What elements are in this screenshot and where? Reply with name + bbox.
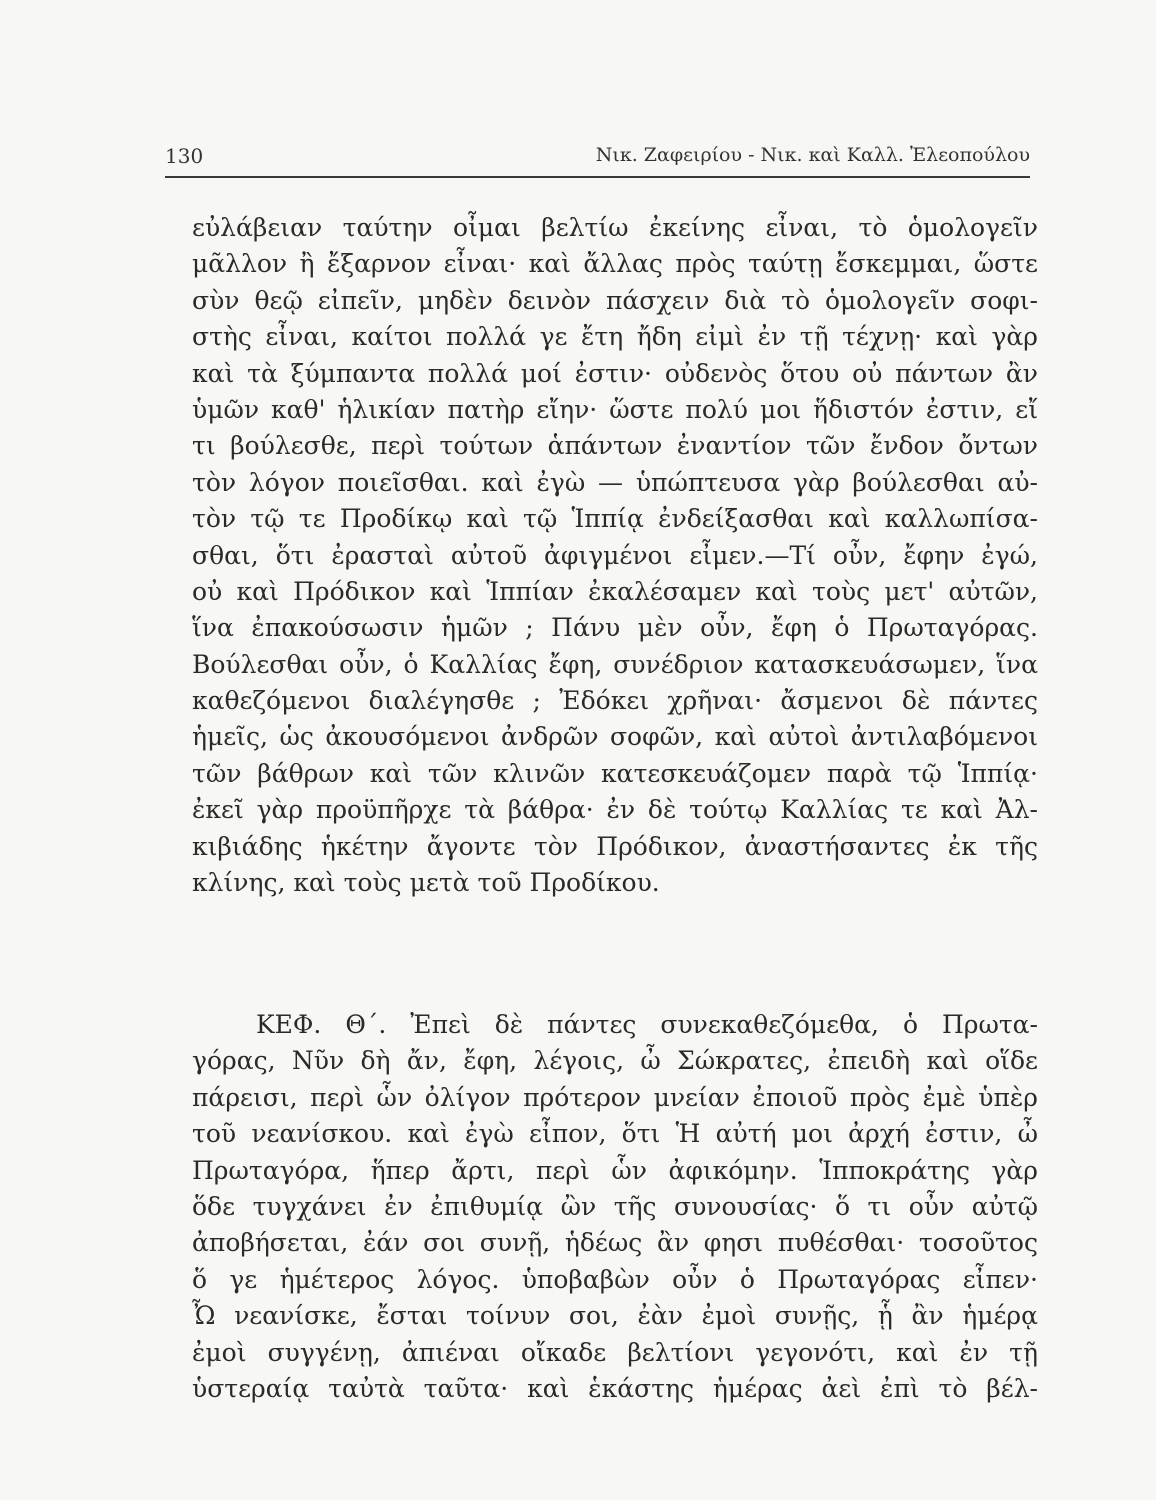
page-header (165, 140, 1030, 180)
text-line: ὑμῶν καθ' ἡλικίαν πατὴρ εἴην· ὥστε πολύ μοι ἥδιστόν ἐστιν, εἴ (192, 394, 1038, 424)
text-line: ἵνα ἐπακούσωσιν ἡμῶν ; Πάνυ μὲν οὖν, ἔφη ὁ Πρωταγόρας. (192, 613, 1038, 643)
text-line: ὅδε τυγχάνει ἐν ἐπιθυμίᾳ ὢν τῆς συνουσίας· ὅ τι οὖν αὐτῷ (192, 1191, 1038, 1221)
text-line: ὅ γε ἡμέτερος λόγος. ὑποβαβὼν οὖν ὁ Πρωταγόρας εἶπεν· (192, 1264, 1038, 1294)
text-line: μᾶλλον ἢ ἔξαρνον εἶναι· καὶ ἄλλας πρὸς ταύτῃ ἔσκεμμαι, ὥστε (192, 249, 1038, 279)
text-line: εὐλάβειαν ταύτην οἶμαι βελτίω ἐκείνης εἶναι, τὸ ὁμολογεῖν (192, 213, 1038, 242)
text-line: Πρωταγόρα, ἥπερ ἄρτι, περὶ ὧν ἀφικόμην. Ἱπποκράτης γὰρ (192, 1155, 1038, 1185)
text-line: τὸν λόγον ποιεῖσθαι. καὶ ἐγὼ — ὑπώπτευσα γὰρ βούλεσθαι αὐ- (192, 467, 1038, 497)
text-line: Ὦ νεανίσκε, ἔσται τοίνυν σοι, ἐὰν ἐμοὶ συνῇς, ᾗ ἂν ἡμέρᾳ (192, 1301, 1038, 1331)
text-line: σθαι, ὅτι ἐρασταὶ αὐτοῦ ἀφιγμένοι εἶμεν.—Τί οὖν, ἔφην ἐγώ, (192, 540, 1038, 570)
chapter-label: ΚΕΦ. Θ΄. (256, 1010, 387, 1039)
page-number: 130 (165, 144, 204, 168)
paragraph-1 (192, 210, 1038, 901)
text-line: στὴς εἶναι, καίτοι πολλά γε ἔτη ἤδη εἰμὶ ἐν τῇ τέχνῃ· καὶ γὰρ (192, 322, 1038, 352)
text-line: ἐκεῖ γὰρ προϋπῆρχε τὰ βάθρα· ἐν δὲ τούτῳ Καλλίας τε καὶ Ἀλ- (192, 795, 1038, 825)
text-line: σὺν θεῷ εἰπεῖν, μηδὲν δεινὸν πάσχειν διὰ τὸ ὁμολογεῖν σοφι- (192, 285, 1038, 315)
text-line: γόρας, Νῦν δὴ ἄν, ἔφη, λέγοις, ὦ Σώκρατες, ἐπειδὴ καὶ οἵδε (192, 1046, 1038, 1076)
text-line: κλίνης, καὶ τοὺς μετὰ τοῦ Προδίκου. (192, 868, 660, 898)
text-line: ἐμοὶ συγγένῃ, ἀπιέναι οἴκαδε βελτίονι γεγονότι, καὶ ἐν τῇ (192, 1337, 1038, 1367)
text-line: ἀποβήσεται, ἐάν σοι συνῇ, ἡδέως ἂν φησι πυθέσθαι· τοσοῦτος (192, 1228, 1038, 1258)
text-line: οὐ καὶ Πρόδικον καὶ Ἱππίαν ἐκαλέσαμεν καὶ τοὺς μετ' αὐτῶν, (192, 576, 1038, 606)
text-line: ὑστεραίᾳ ταὐτὰ ταῦτα· καὶ ἑκάστης ἡμέρας ἀεὶ ἐπὶ τὸ βέλ- (192, 1373, 1038, 1403)
text-line: τι βούλεσθε, περὶ τούτων ἁπάντων ἐναντίον τῶν ἔνδον ὄντων (192, 431, 1038, 461)
text-line: Βούλεσθαι οὖν, ὁ Καλλίας ἔφη, συνέδριον κατασκευάσωμεν, ἵνα (192, 649, 1038, 679)
text-line: κιβιάδης ἡκέτην ἄγοντε τὸν Πρόδικον, ἀναστήσαντες ἐκ τῆς (192, 831, 1038, 861)
text-line: πάρεισι, περὶ ὧν ὀλίγον πρότερον μνείαν ἐποιοῦ πρὸς ἐμὲ ὑπὲρ (192, 1082, 1038, 1112)
text-line: τῶν βάθρων καὶ τῶν κλινῶν κατεσκευάζομεν παρὰ τῷ Ἱππίᾳ· (192, 758, 1038, 788)
text-line: τοῦ νεανίσκου. καὶ ἐγὼ εἶπον, ὅτι Ἡ αὐτή μοι ἀρχή ἐστιν, ὦ (192, 1119, 1038, 1149)
text-line: καθεζόμενοι διαλέγησθε ; Ἐδόκει χρῆναι· ἄσμενοι δὲ πάντες (192, 686, 1038, 716)
chapter-section (192, 1007, 1038, 1407)
text-line: τὸν τῷ τε Προδίκῳ καὶ τῷ Ἱππίᾳ ἐνδείξασθαι καὶ καλλωπίσα- (192, 504, 1038, 534)
running-head: Νικ. Ζαφειρίου - Νικ. καὶ Καλλ. Ἐλεοπούλου (595, 144, 1030, 166)
text-line: ἡμεῖς, ὡς ἀκουσόμενοι ἀνδρῶν σοφῶν, καὶ αὐτοὶ ἀντιλαβόμενοι (192, 722, 1038, 752)
chapter-first-line-text: Ἐπεὶ δὲ πάντες συνεκαθεζόμεθα, ὁ Πρωτα- (410, 1010, 1038, 1039)
header-rule (165, 176, 1030, 178)
text-line: καὶ τὰ ξύμπαντα πολλά μοί ἐστιν· οὐδενὸς ὅτου οὐ πάντων ἂν (192, 358, 1038, 388)
chapter-first-line (192, 1007, 1038, 1043)
